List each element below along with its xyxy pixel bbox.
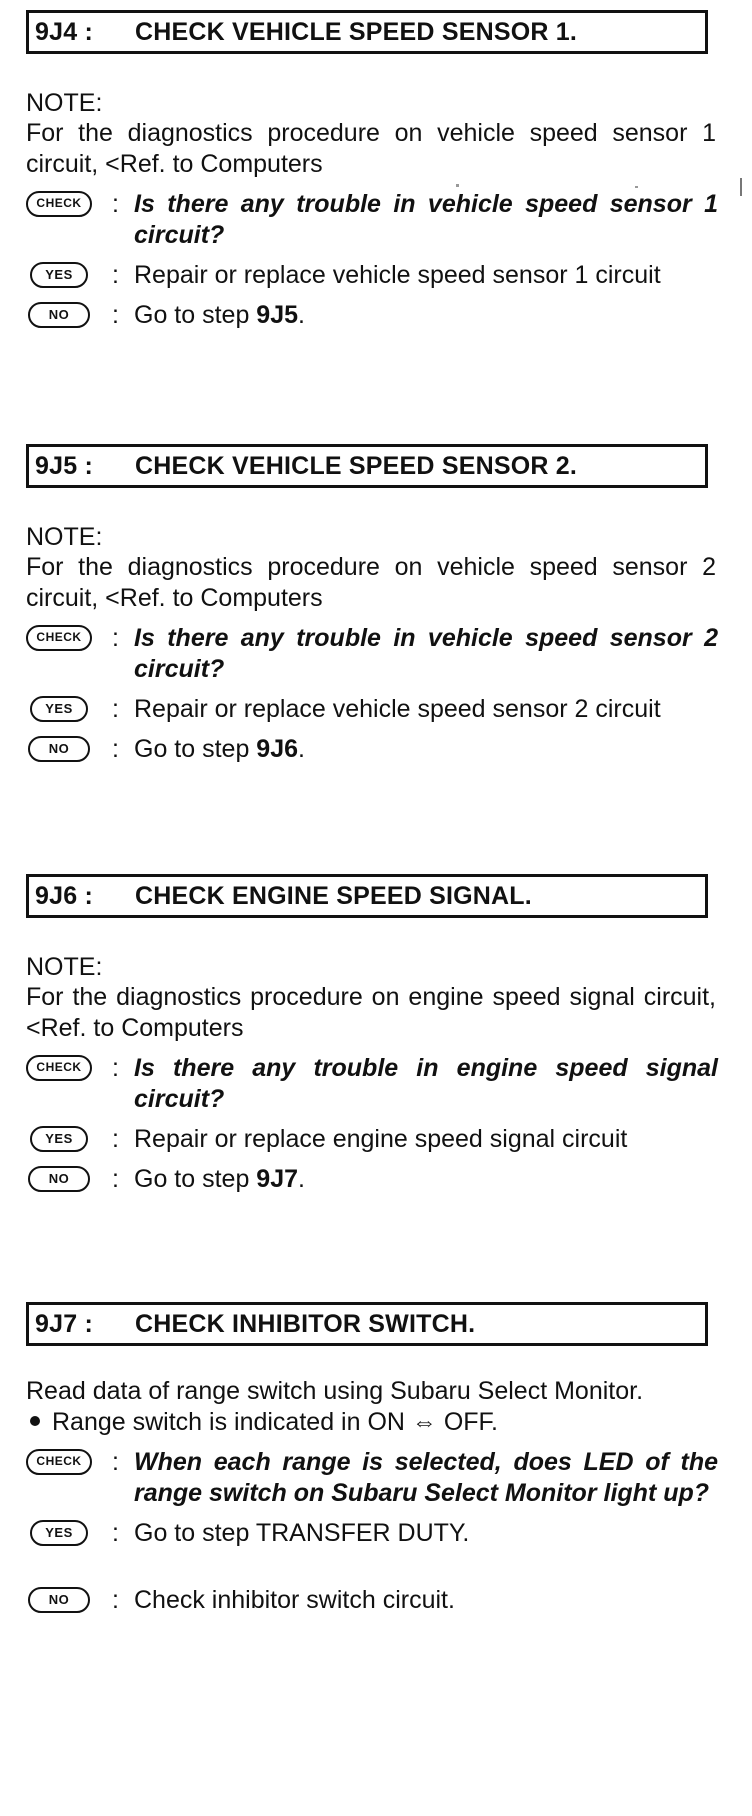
intro-text: Read data of range switch using Subaru Select Monitor.: [26, 1377, 644, 1405]
bullet-icon: [30, 1416, 40, 1426]
step-header: [26, 444, 708, 488]
check-question: Is there any trouble in engine speed signal circuit?: [134, 1054, 718, 1113]
no-answer: [134, 734, 718, 765]
colon: :: [112, 624, 119, 652]
next-step-ref: 9J5: [256, 301, 299, 329]
check-badge-icon: CHECK: [26, 1449, 92, 1475]
no-row: [26, 734, 718, 765]
next-step-ref: 9J7: [256, 1165, 299, 1193]
colon: :: [112, 735, 119, 763]
check-row: [26, 1053, 718, 1115]
yes-answer: Go to step TRANSFER DUTY.: [134, 1519, 470, 1547]
yes-row: [26, 1518, 718, 1549]
step-header: [26, 1302, 708, 1346]
note-label: NOTE:: [26, 89, 103, 117]
no-answer-prefix: Go to step: [134, 1165, 257, 1193]
colon: :: [112, 1054, 119, 1082]
step-code: 9J5 :: [35, 451, 93, 480]
yes-badge-icon: YES: [30, 1126, 88, 1152]
note-text: For the diagnostics procedure on vehicle speed sensor 1 circuit, <Ref. to Computers: [26, 119, 716, 178]
step-header: [26, 10, 708, 54]
no-answer: [134, 300, 718, 331]
check-badge-icon: CHECK: [26, 191, 92, 217]
step-title: CHECK INHIBITOR SWITCH.: [135, 1309, 476, 1338]
colon: :: [112, 695, 119, 723]
check-row: [26, 189, 718, 251]
yes-row: [26, 694, 718, 725]
colon: :: [112, 1519, 119, 1547]
colon: :: [112, 1448, 119, 1476]
no-badge-icon: NO: [28, 1166, 90, 1192]
step-code: 9J7 :: [35, 1309, 93, 1338]
note-text: For the diagnostics procedure on engine speed signal circuit, <Ref. to Computers: [26, 983, 716, 1042]
colon: :: [112, 1125, 119, 1153]
step-header: [26, 874, 708, 918]
check-row: [26, 623, 718, 685]
yes-badge-icon: YES: [30, 262, 88, 288]
bullet-item: [26, 1407, 718, 1438]
colon: :: [112, 261, 119, 289]
next-step-ref: 9J6: [256, 735, 299, 763]
check-row: [26, 1447, 718, 1509]
yes-badge-icon: YES: [30, 1520, 88, 1546]
step-title: CHECK VEHICLE SPEED SENSOR 2.: [135, 451, 578, 480]
yes-row: [26, 260, 718, 291]
colon: :: [112, 301, 119, 329]
scan-speck: [456, 184, 459, 187]
no-answer-prefix: Go to step: [134, 735, 257, 763]
step-code: 9J6 :: [35, 881, 93, 910]
no-badge-icon: NO: [28, 302, 90, 328]
step-9j4: [26, 10, 718, 331]
check-question: Is there any trouble in vehicle speed sensor 2 circuit?: [134, 624, 718, 683]
yes-row: [26, 1124, 718, 1155]
no-answer: [134, 1164, 718, 1195]
no-answer-suffix: .: [298, 735, 305, 763]
colon: :: [112, 190, 119, 218]
colon: :: [112, 1586, 119, 1614]
check-badge-icon: CHECK: [26, 625, 92, 651]
no-answer: Check inhibitor switch circuit.: [134, 1586, 455, 1614]
no-row: [26, 300, 718, 331]
step-9j7: [26, 1302, 718, 1616]
check-question: Is there any trouble in vehicle speed sensor 1 circuit?: [134, 190, 718, 249]
scan-edge-mark: [740, 178, 742, 196]
step-code: 9J4 :: [35, 17, 93, 46]
check-badge-icon: CHECK: [26, 1055, 92, 1081]
no-row: [26, 1585, 718, 1616]
no-answer-suffix: .: [298, 301, 305, 329]
step-9j5: [26, 444, 718, 765]
bullet-text: Range switch is indicated in ON ⇔ OFF.: [52, 1408, 498, 1436]
no-badge-icon: NO: [28, 1587, 90, 1613]
note-label: NOTE:: [26, 953, 103, 981]
note-text: For the diagnostics procedure on vehicle speed sensor 2 circuit, <Ref. to Computers: [26, 553, 716, 612]
colon: :: [112, 1165, 119, 1193]
yes-answer: Repair or replace engine speed signal circuit: [134, 1125, 628, 1153]
no-answer-suffix: .: [298, 1165, 305, 1193]
no-answer-prefix: Go to step: [134, 301, 257, 329]
no-badge-icon: NO: [28, 736, 90, 762]
step-title: CHECK ENGINE SPEED SIGNAL.: [135, 881, 532, 910]
no-row: [26, 1164, 718, 1195]
yes-answer: Repair or replace vehicle speed sensor 1 circuit: [134, 261, 661, 289]
scan-speck: [635, 186, 638, 188]
check-question: When each range is selected, does LED of the range switch on Subaru Select Monitor light up?: [134, 1448, 718, 1507]
note-label: NOTE:: [26, 523, 103, 551]
step-9j6: [26, 874, 718, 1195]
step-title: CHECK VEHICLE SPEED SENSOR 1.: [135, 17, 578, 46]
yes-answer: Repair or replace vehicle speed sensor 2 circuit: [134, 695, 661, 723]
yes-badge-icon: YES: [30, 696, 88, 722]
